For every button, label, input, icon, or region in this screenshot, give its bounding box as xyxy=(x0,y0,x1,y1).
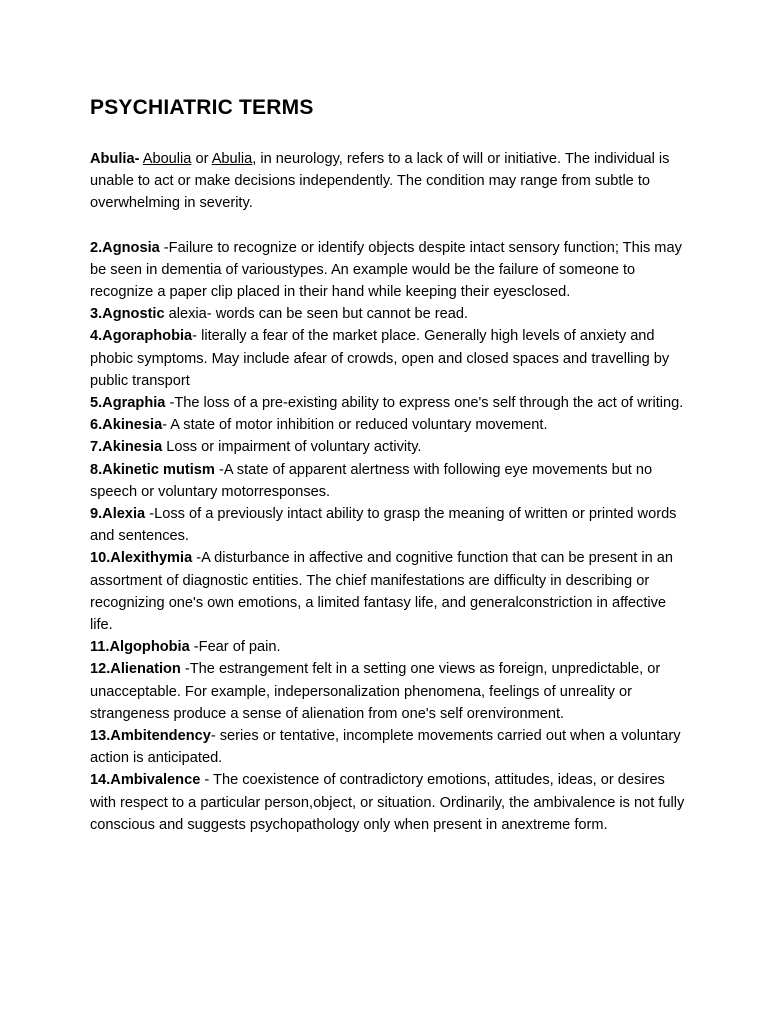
entry-definition: -Failure to recognize or identify objects despite intact sensory function; This may be seen in dementia of varioustypes. An example would be the failure of someone to recognize a paper clip placed in their hand while keeping their eyesclosed. xyxy=(90,239,682,301)
list-item xyxy=(90,636,686,658)
list-item xyxy=(90,414,686,436)
entry-definition: - literally a fear of the market place. Generally high levels of anxiety and phobic symptoms. May include afear of crowds, open and closed spaces and travelling by public transport xyxy=(90,328,670,389)
entry-term: 7.Akinesia xyxy=(90,439,163,456)
document-title: PSYCHIATRIC TERMS xyxy=(90,96,314,119)
document-page xyxy=(90,96,686,836)
entry-definition: Loss or impairment of voluntary activity. xyxy=(162,439,422,456)
entry-definition: -A disturbance in affective and cognitive function that can be present in an assortment of diagnostic entities. The chief manifestations are difficulty in describing or recognizing one's own emotions, a limited fantasy life, and generalconstriction in affective life. xyxy=(90,550,674,634)
entry-term: 11.Algophobia xyxy=(90,639,190,656)
entries-list xyxy=(90,237,686,836)
list-item xyxy=(90,769,686,836)
list-item xyxy=(90,392,686,414)
entry-definition: alexia- words can be seen but cannot be read. xyxy=(164,306,469,323)
entry-definition: -The loss of a pre-existing ability to express one's self through the act of writing. xyxy=(165,395,684,412)
list-item xyxy=(90,503,686,547)
list-item xyxy=(90,459,686,503)
aboulia-link[interactable]: Aboulia xyxy=(142,151,192,167)
entry-definition: - series or tentative, incomplete movements carried out when a voluntary action is anticipated. xyxy=(90,728,681,767)
entry-term: 14.Ambivalence xyxy=(90,772,201,789)
abulia-link[interactable]: Abulia xyxy=(211,151,253,167)
entry-term: 10.Alexithymia xyxy=(90,550,193,567)
connector-text: or xyxy=(191,151,212,167)
list-item xyxy=(90,436,686,458)
entry-term: 6.Akinesia xyxy=(90,417,163,434)
entry-definition: -Loss of a previously intact ability to grasp the meaning of written or printed words and sentences. xyxy=(90,506,677,545)
entry-term: 13.Ambitendency xyxy=(90,728,211,745)
entry-abulia xyxy=(90,148,686,215)
entry-definition: - The coexistence of contradictory emotions, attitudes, ideas, or desires with respect to a particular person,object, or situation. Ordinarily, the ambivalence is not fully conscious and suggests psychopathology only when present in anextreme form. xyxy=(90,772,685,833)
entry-definition: -The estrangement felt in a setting one views as foreign, unpredictable, or unacceptable. For example, indepersonalization phenomena, feelings of unreality or strangeness produce a sense of alienation from one's self orenvironment. xyxy=(90,661,661,722)
list-item xyxy=(90,658,686,725)
list-item xyxy=(90,725,686,769)
list-item xyxy=(90,303,686,325)
entry-term: 2.Agnosia xyxy=(90,239,160,256)
entry-definition: - A state of motor inhibition or reduced voluntary movement. xyxy=(162,417,548,434)
list-item xyxy=(90,325,686,392)
list-item xyxy=(90,237,686,304)
entry-term: 8.Akinetic mutism xyxy=(90,461,215,478)
entry-term: 9.Alexia xyxy=(90,506,146,523)
entry-definition: -A state of apparent alertness with following eye movements but no speech or voluntary motorresponses. xyxy=(90,461,653,500)
entry-term: 3.Agnostic xyxy=(90,306,165,323)
entry-term: Abulia- xyxy=(90,151,140,167)
entry-term: 5.Agraphia xyxy=(90,395,166,412)
list-item xyxy=(90,547,686,636)
entry-term: 4.Agoraphobia xyxy=(90,328,193,345)
entry-definition: , in neurology, refers to a lack of will or initiative. The individual is unable to act or make decisions independently. The condition may range from subtle to overwhelming in severity. xyxy=(90,151,670,212)
entry-definition: -Fear of pain. xyxy=(189,639,281,656)
entry-term: 12.Alienation xyxy=(90,661,181,678)
